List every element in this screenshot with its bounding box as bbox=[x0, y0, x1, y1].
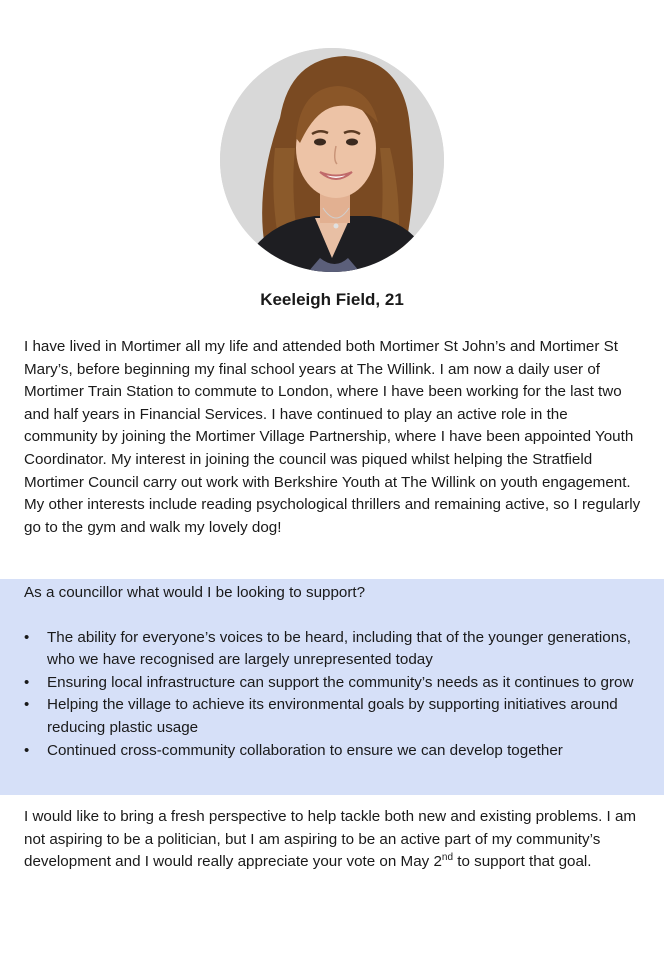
support-list bbox=[24, 627, 640, 763]
bullet-icon: • bbox=[24, 628, 30, 646]
closing-text: I would like to bring a fresh perspective to help tackle both new and existing problems. I am not aspiring to be a politician, but I am aspiring to be an active part of my community’s development and I would really appreciate your vote on May 2 bbox=[24, 808, 637, 871]
closing-paragraph bbox=[24, 806, 644, 874]
support-item bbox=[24, 740, 640, 763]
bullet-icon: • bbox=[24, 673, 30, 691]
bio-paragraph: I have lived in Mortimer all my life and attended both Mortimer St John’s and Mortimer St Mary’s, before beginning my final school years at The Willink. I am now a daily user of Mortimer Train Station to commute to London, where I have been working for the last two and half years in Financial Services. I have continued to play an active role in the community by joining the Mortimer Village Partnership, where I have been appointed Youth Coordinator. My interest in joining the council was piqued whilst helping the Stratfield Mortimer Council carry out work with Berkshire Youth at The Willink on youth engagement. My other interests include reading psychological thrillers and remaining active, so I regularly go to the gym and walk my lovely dog! bbox=[24, 338, 641, 536]
support-item bbox=[24, 694, 640, 739]
support-item-text: Helping the village to achieve its environmental goals by supporting initiatives around reducing plastic usage bbox=[47, 696, 618, 736]
support-heading: As a councillor what would I be looking to support? bbox=[24, 584, 366, 601]
closing-text-end: to support that goal. bbox=[453, 853, 592, 871]
candidate-name: Keeleigh Field, 21 bbox=[260, 290, 404, 309]
bullet-icon: • bbox=[24, 696, 30, 714]
ordinal-superscript: nd bbox=[441, 852, 454, 864]
support-item-text: Continued cross-community collaboration to ensure we can develop together bbox=[47, 741, 563, 759]
support-item bbox=[24, 672, 640, 695]
portrait-photo bbox=[220, 48, 444, 272]
support-item-text: Ensuring local infrastructure can support the community’s needs as it continues to grow bbox=[47, 673, 634, 691]
support-item bbox=[24, 627, 640, 672]
support-item-text: The ability for everyone’s voices to be heard, including that of the younger generations, who we have recognised are largely unrepresented today bbox=[47, 628, 631, 669]
support-section bbox=[0, 579, 664, 795]
bullet-icon: • bbox=[24, 741, 30, 759]
